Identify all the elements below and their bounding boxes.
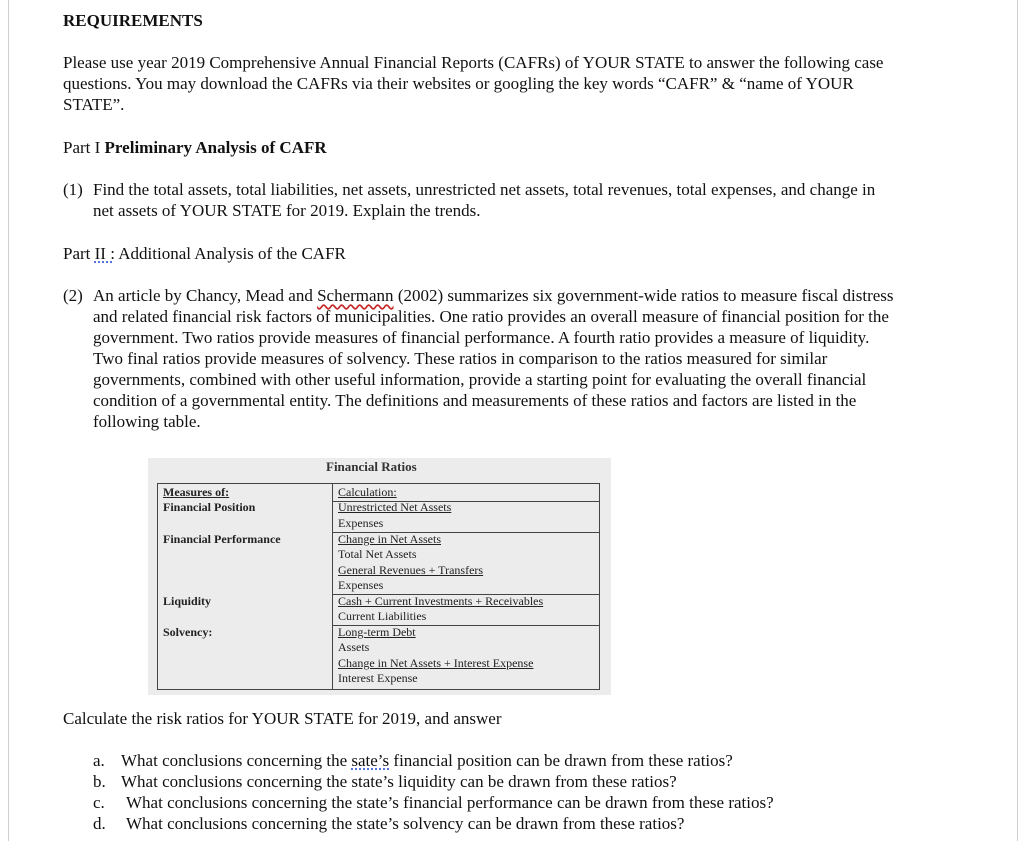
calc-prompt: Calculate the risk ratios for YOUR STATE for 2019, and answer bbox=[63, 709, 502, 728]
intro-line-1: Please use year 2019 Comprehensive Annual Financial Reports (CAFRs) of YOUR STATE to answer the following case bbox=[63, 53, 884, 72]
q2-line-1 bbox=[93, 285, 966, 306]
part2-heading bbox=[63, 243, 346, 264]
table-divider bbox=[332, 484, 333, 689]
question-typo: sate’s bbox=[351, 751, 390, 770]
question-marker: d. bbox=[93, 814, 106, 833]
financial-ratios-table bbox=[148, 458, 611, 695]
calc-line: Change in Net Assets + Interest Expense bbox=[338, 656, 534, 670]
question-text: financial position can be drawn from these ratios? bbox=[389, 751, 733, 770]
part1-heading bbox=[63, 137, 327, 158]
intro-line-3: STATE”. bbox=[63, 95, 125, 114]
question-text: What conclusions concerning the state’s solvency can be drawn from these ratios? bbox=[126, 814, 685, 833]
question-text: What conclusions concerning the state’s liquidity can be drawn from these ratios? bbox=[121, 772, 677, 791]
measures-header: Measures of: bbox=[163, 485, 230, 499]
part2-prefix: Part bbox=[63, 244, 95, 263]
question-d bbox=[93, 813, 684, 834]
question-b bbox=[93, 771, 677, 792]
calc-line: Cash + Current Investments + Receivables bbox=[338, 594, 544, 608]
calc-line: Current Liabilities bbox=[338, 609, 427, 623]
q2-line-6: condition of a governmental entity. The definitions and measurements of these ratios and factors are listed in the bbox=[93, 391, 857, 410]
part1-title: Preliminary Analysis of CAFR bbox=[104, 138, 327, 157]
measure-financial-position: Financial Position bbox=[163, 500, 256, 514]
table-frame bbox=[157, 483, 600, 690]
calc-line: Change in Net Assets bbox=[338, 532, 441, 546]
calc-line: General Revenues + Transfers bbox=[338, 563, 484, 577]
question-a bbox=[93, 750, 733, 771]
calc-line: Long-term Debt bbox=[338, 625, 416, 639]
measure-liquidity: Liquidity bbox=[163, 594, 212, 608]
calculation-header: Calculation: bbox=[338, 485, 397, 499]
measure-financial-performance: Financial Performance bbox=[163, 532, 281, 546]
q2-line-1-a: An article by Chancy, Mead and bbox=[93, 286, 318, 305]
part1-prefix: Part I bbox=[63, 138, 105, 157]
question-marker: c. bbox=[93, 793, 105, 812]
q2-line-3: government. Two ratios provide measures of financial performance. A fourth ratio provides a measure of liquidity. bbox=[93, 328, 870, 347]
question-marker: b. bbox=[93, 772, 106, 791]
page-heading: REQUIREMENTS bbox=[63, 11, 203, 30]
part2-numeral: II : bbox=[94, 244, 115, 263]
calc-line: Assets bbox=[338, 640, 370, 654]
calc-line: Interest Expense bbox=[338, 671, 418, 685]
q1-number: (1) bbox=[63, 180, 83, 199]
q2-line-1-b: (2002) summarizes six government-wide ratios to measure fiscal distress bbox=[393, 286, 894, 305]
table-title: Financial Ratios bbox=[326, 459, 417, 474]
calc-line: Total Net Assets bbox=[338, 547, 417, 561]
q1-line-2: net assets of YOUR STATE for 2019. Explain the trends. bbox=[93, 201, 481, 220]
author-name: Schermann bbox=[317, 286, 394, 305]
question-text: What conclusions concerning the bbox=[121, 751, 352, 770]
calc-line: Expenses bbox=[338, 578, 384, 592]
intro-line-2: questions. You may download the CAFRs via their websites or googling the key words “CAFR” & “name of YOUR bbox=[63, 74, 854, 93]
calc-line: Unrestricted Net Assets bbox=[338, 500, 452, 514]
q2-line-4: Two final ratios provide measures of solvency. These ratios in comparison to the ratios measured for similar bbox=[93, 349, 828, 368]
q2-line-7: following table. bbox=[93, 412, 201, 431]
calc-line: Expenses bbox=[338, 516, 384, 530]
question-text: What conclusions concerning the state’s financial performance can be drawn from these ratios? bbox=[126, 793, 774, 812]
measure-solvency: Solvency: bbox=[163, 625, 213, 639]
q2-line-2: and related financial risk factors of municipalities. One ratio provides an overall measure of financial position for the bbox=[93, 307, 889, 326]
question-c bbox=[93, 792, 774, 813]
q1-line-1: Find the total assets, total liabilities, net assets, unrestricted net assets, total revenues, total expenses, and change in bbox=[93, 180, 876, 199]
question-marker: a. bbox=[93, 751, 105, 770]
q2-line-5: governments, combined with other useful information, provide a starting point for evaluating the overall financial bbox=[93, 370, 867, 389]
q2-number: (2) bbox=[63, 286, 83, 305]
part2-title: Additional Analysis of the CAFR bbox=[114, 244, 346, 263]
